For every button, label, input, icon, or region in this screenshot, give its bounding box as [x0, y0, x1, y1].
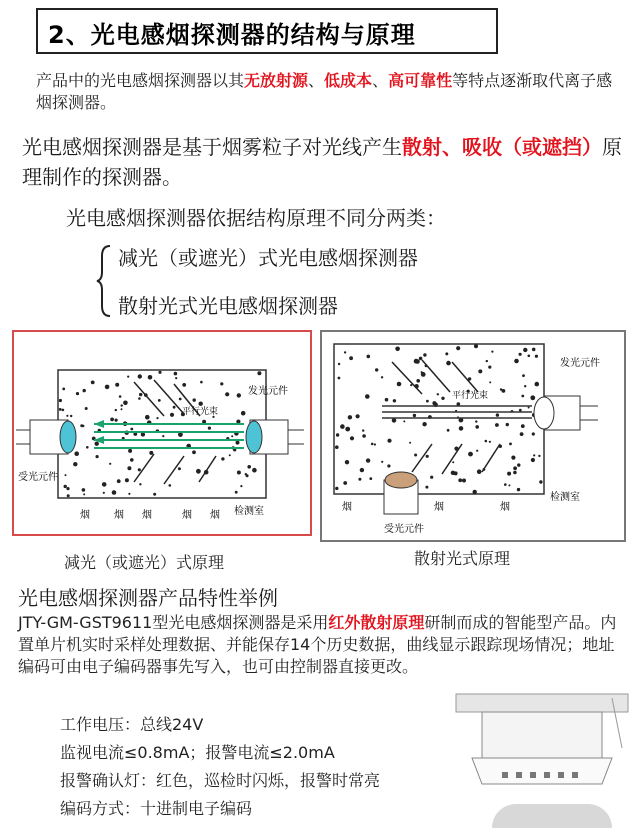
smoke-label: 烟: [182, 510, 192, 521]
smoke-particle: [508, 484, 510, 486]
smoke-particle: [419, 357, 423, 361]
smoke-particle: [445, 352, 448, 355]
smoke-particle: [130, 458, 134, 462]
smoke-particle: [538, 455, 540, 457]
diagram-caption-obscuration: 减光（或遮光）式原理: [64, 553, 225, 572]
smoke-particle: [385, 398, 389, 402]
smoke-particle: [229, 454, 231, 456]
smoke-particle: [531, 458, 535, 462]
smoke-particle: [423, 353, 426, 356]
smoke-particle: [162, 435, 164, 437]
spec-indicator: 报警确认灯：红色，巡检时闪烁，报警时常亮: [60, 771, 381, 790]
smoke-particle: [348, 415, 352, 419]
detector-photo: [492, 804, 612, 828]
smoke-particle: [82, 488, 86, 492]
receiver-label: 受光元件: [384, 524, 424, 535]
chamber-label: 检测室: [550, 492, 580, 503]
smoke-particle: [174, 372, 178, 376]
smoke-particle: [414, 359, 419, 364]
spec-encoding: 编码方式：十进制电子编码: [60, 799, 253, 818]
smoke-particle: [369, 477, 372, 480]
smoke-particle: [491, 351, 493, 353]
smoke-particle: [335, 445, 339, 449]
beam-label: 平行光束: [182, 407, 219, 417]
smoke-particle: [102, 482, 107, 487]
smoke-particle: [426, 400, 429, 403]
smoke-particle: [511, 456, 515, 460]
smoke-particle: [179, 398, 182, 401]
smoke-particle: [514, 359, 519, 364]
smoke-particle: [345, 427, 350, 432]
smoke-particle: [110, 418, 114, 422]
example-text: 研制而成的智能型产品。内置单片机实时采样处理数据、并能保存14个历史数据，曲线显示跟踪现场情况；地址编码可由电子编码器事先写入，也可由控制器直接更改。: [18, 613, 617, 676]
receiver-label: 受光元件: [18, 472, 58, 483]
smoke-particle: [395, 347, 400, 352]
smoke-particle: [158, 371, 161, 374]
smoke-particle: [358, 478, 361, 481]
intro-highlight: 高可靠性: [388, 71, 453, 90]
smoke-particle: [535, 382, 540, 387]
smoke-particle: [476, 450, 478, 452]
smoke-particle: [119, 395, 122, 398]
example-highlight: 红外散射原理: [328, 613, 425, 632]
smoke-particle: [446, 361, 451, 366]
type-item-scattering: 散射光式光电感烟探测器: [118, 294, 338, 318]
smoke-particle: [468, 452, 473, 457]
smoke-particle: [356, 414, 360, 418]
smoke-particle: [221, 457, 224, 460]
smoke-particle: [139, 483, 141, 485]
smoke-particle: [502, 389, 506, 393]
smoke-particle: [252, 468, 257, 473]
diagram-caption-scattering: 散射光式原理: [414, 549, 511, 568]
intro-highlight: 低成本: [324, 71, 373, 90]
smoke-particle: [421, 372, 426, 377]
smoke-particle: [175, 377, 177, 379]
smoke-particle: [513, 466, 517, 470]
smoke-label: 烟: [434, 502, 444, 513]
smoke-particle: [530, 395, 535, 400]
smoke-particle: [192, 450, 196, 454]
smoke-particle: [387, 439, 391, 443]
smoke-particle: [437, 393, 439, 395]
smoke-particle: [524, 385, 526, 387]
smoke-particle: [381, 461, 383, 463]
smoke-particle: [74, 451, 79, 456]
smoke-particle: [350, 436, 354, 440]
smoke-particle: [528, 355, 531, 358]
spec-voltage: 工作电压：总线24V: [60, 715, 204, 734]
smoke-particle: [91, 381, 95, 385]
smoke-particle: [237, 393, 241, 397]
smoke-particle: [475, 420, 477, 422]
smoke-particle: [125, 478, 129, 482]
smoke-particle: [504, 483, 507, 486]
smoke-particle: [362, 434, 366, 438]
smoke-particle: [517, 463, 520, 466]
intro-highlight: 无放射源: [244, 71, 309, 90]
smoke-particle: [138, 374, 142, 378]
smoke-particle: [109, 463, 111, 465]
smoke-particle: [519, 353, 522, 356]
smoke-particle: [477, 469, 482, 474]
smoke-particle: [392, 418, 397, 423]
smoke-particle: [83, 493, 85, 495]
diagram-scattering: [320, 330, 626, 542]
smoke-particle: [535, 355, 538, 358]
intro-sep: 、: [372, 71, 389, 90]
smoke-particle: [153, 493, 156, 496]
smoke-particle: [237, 471, 241, 475]
smoke-particle: [496, 413, 499, 416]
smoke-particle: [225, 392, 229, 396]
smoke-particle: [121, 408, 123, 410]
beam-label: 平行光束: [452, 391, 489, 401]
smoke-particle: [121, 404, 123, 406]
smoke-particle: [345, 460, 349, 464]
smoke-particle: [374, 443, 376, 445]
smoke-particle: [257, 371, 261, 375]
smoke-particle: [517, 488, 520, 491]
smoke-particle: [236, 441, 240, 445]
smoke-particle: [200, 381, 203, 384]
smoke-particle: [533, 454, 535, 456]
parallel-beam: [94, 424, 244, 448]
ceiling: [456, 694, 628, 712]
smoke-particle: [425, 486, 428, 489]
smoke-particle: [149, 451, 153, 455]
definition-text: 光电感烟探测器是基于烟雾粒子对光线产生: [22, 135, 402, 159]
smoke-label: 烟: [210, 510, 220, 521]
smoke-particle: [148, 375, 153, 380]
smoke-particle: [86, 446, 89, 449]
smoke-particle: [231, 435, 233, 437]
smoke-particle: [67, 494, 70, 497]
smoke-particle: [362, 429, 364, 431]
smoke-particle: [489, 441, 491, 443]
smoke-particle: [462, 479, 466, 483]
smoke-particle: [145, 415, 150, 420]
smoke-particle: [521, 424, 525, 428]
smoke-particle: [83, 389, 86, 392]
smoke-particle: [532, 432, 535, 435]
spec-current: 监视电流≤0.8mA；报警电流≤2.0mA: [60, 743, 335, 762]
smoke-particle: [70, 415, 72, 417]
smoke-particle: [62, 409, 65, 412]
smoke-particle: [208, 427, 211, 430]
smoke-particle: [112, 490, 117, 495]
smoke-particle: [138, 468, 141, 471]
smoke-particle: [182, 383, 186, 387]
smoke-particle: [59, 399, 62, 402]
smoke-particle: [513, 471, 517, 475]
smoke-particle: [506, 423, 509, 426]
smoke-particle: [220, 382, 223, 385]
smoke-particle: [344, 351, 346, 353]
definition-sep: 、: [442, 135, 462, 159]
chamber-label: 检测室: [234, 506, 264, 517]
brace-icon: [96, 244, 114, 318]
smoke-particles: [59, 371, 262, 498]
smoke-particle: [523, 348, 527, 352]
detector-figure: [452, 688, 632, 798]
smoke-particle: [456, 346, 460, 350]
smoke-particle: [416, 379, 420, 383]
smoke-particle: [539, 480, 542, 483]
smoke-particle: [199, 402, 203, 406]
smoke-particle: [64, 485, 67, 488]
emitter-lens: [534, 397, 554, 429]
smoke-particle: [128, 449, 132, 453]
smoke-particle: [375, 368, 378, 371]
smoke-particle: [365, 394, 370, 399]
smoke-particle: [335, 487, 338, 490]
definition-highlight: 吸收（或遮挡）: [462, 135, 602, 159]
page-title: 2、光电感烟探测器的结构与原理: [48, 21, 416, 49]
smoke-particle: [507, 472, 511, 476]
smoke-particle: [371, 443, 374, 446]
smoke-particle: [338, 377, 341, 380]
smoke-particle: [340, 424, 345, 429]
receiver-lens: [60, 421, 76, 453]
smoke-particles: [335, 344, 543, 494]
smoke-particle: [169, 484, 172, 487]
emitter-label: 发光元件: [248, 386, 288, 397]
smoke-particle: [170, 413, 174, 417]
smoke-particle: [403, 420, 405, 422]
smoke-particle: [459, 426, 464, 431]
smoke-particle: [65, 474, 67, 476]
example-paragraph: [18, 612, 628, 678]
smoke-particle: [519, 409, 522, 412]
smoke-particle: [173, 406, 176, 409]
smoke-particle: [196, 469, 201, 474]
smoke-particle: [458, 478, 462, 482]
smoke-particle: [473, 490, 477, 494]
smoke-particle: [413, 414, 416, 417]
smoke-particle: [336, 433, 339, 436]
definition-highlight: 散射: [402, 135, 442, 159]
smoke-particle: [66, 487, 69, 490]
smoke-particle: [80, 424, 83, 427]
smoke-particle: [393, 399, 396, 402]
smoke-particle: [158, 399, 161, 402]
smoke-particle: [387, 464, 390, 467]
smoke-particle: [95, 442, 99, 446]
smoke-label: 烟: [342, 502, 352, 513]
parallel-beam: [382, 406, 532, 418]
smoke-particle: [521, 395, 524, 398]
smoke-particle: [127, 376, 129, 378]
smoke-particle: [115, 409, 117, 411]
smoke-particle: [414, 454, 417, 457]
smoke-label: 烟: [80, 510, 90, 521]
smoke-particle: [441, 397, 444, 400]
smoke-particle: [73, 462, 77, 466]
smoke-particle: [59, 408, 62, 411]
smoke-particle: [528, 407, 530, 409]
smoke-particle: [478, 369, 482, 373]
smoke-particle: [127, 466, 131, 470]
smoke-particle: [532, 348, 536, 352]
smoke-particle: [96, 455, 99, 458]
receiver-lens: [385, 472, 417, 488]
smoke-particle: [488, 366, 491, 369]
smoke-particle: [193, 398, 196, 401]
smoke-label: 烟: [500, 502, 510, 513]
smoke-particle: [139, 393, 142, 396]
intro-sep: 、: [308, 71, 325, 90]
type-item-obscuration: 减光（或遮光）式光电感烟探测器: [118, 246, 418, 270]
smoke-particle: [117, 479, 121, 483]
smoke-particle: [105, 385, 110, 390]
smoke-particle: [76, 392, 79, 395]
smoke-particle: [489, 381, 491, 383]
smoke-particle: [432, 401, 436, 405]
emitter-lens: [246, 421, 262, 453]
definition-paragraph: [22, 132, 622, 192]
detector-body: [472, 758, 612, 784]
smoke-particle: [452, 461, 454, 463]
smoke-particle: [486, 360, 488, 362]
smoke-label: 烟: [114, 510, 124, 521]
smoke-particle: [62, 388, 65, 391]
smoke-particle: [240, 485, 242, 487]
scattering-diagram-svg: [322, 332, 624, 540]
smoke-particle: [422, 422, 426, 426]
smoke-particle: [397, 382, 402, 387]
smoke-particle: [178, 467, 181, 470]
smoke-particle: [247, 465, 251, 469]
detector-base: [482, 712, 602, 758]
definition-text: 原理制作的探测器。: [22, 135, 622, 189]
smoke-particle: [338, 363, 340, 365]
smoke-particle: [115, 383, 119, 387]
emitter-label: 发光元件: [560, 358, 600, 369]
smoke-arrows: [392, 360, 500, 474]
smoke-particle: [360, 468, 364, 472]
smoke-particle: [245, 473, 247, 475]
smoke-particle: [115, 419, 118, 422]
smoke-particle: [366, 458, 370, 462]
smoke-particle: [343, 481, 347, 485]
smoke-particle: [85, 407, 88, 410]
smoke-particle: [235, 491, 238, 494]
classification-heading: 光电感烟探测器依据结构原理不同分两类：: [66, 206, 446, 230]
smoke-particle: [241, 411, 246, 416]
smoke-particle: [426, 455, 429, 458]
smoke-particle: [66, 415, 68, 417]
smoke-particle: [520, 432, 524, 436]
smoke-particle: [349, 356, 353, 360]
smoke-particle: [367, 355, 371, 359]
example-text: JTY-GM-GST9611型光电感烟探测器是采用: [18, 613, 329, 632]
smoke-particle: [475, 425, 479, 429]
smoke-particle: [130, 428, 133, 431]
smoke-particle: [123, 401, 128, 406]
smoke-label: 烟: [142, 510, 152, 521]
smoke-particle: [381, 376, 383, 378]
smoke-particle: [509, 443, 512, 446]
diagram-obscuration: [12, 330, 312, 536]
smoke-particle: [495, 423, 499, 427]
example-heading: 光电感烟探测器产品特性举例: [18, 586, 278, 610]
intro-text: 等特点逐渐取代离子感烟探测器。: [36, 71, 613, 112]
smoke-particle: [474, 344, 478, 348]
smoke-particle: [451, 471, 455, 475]
smoke-particle: [156, 417, 158, 419]
smoke-particle: [103, 492, 105, 494]
smoke-particle: [447, 429, 450, 432]
intro-paragraph: [36, 70, 616, 114]
smoke-particle: [138, 397, 141, 400]
smoke-particle: [409, 442, 411, 444]
smoke-particle: [485, 440, 488, 443]
obscuration-diagram-svg: [14, 332, 310, 534]
smoke-particle: [128, 493, 130, 495]
chamber-box: [334, 344, 544, 494]
smoke-particle: [522, 374, 525, 377]
intro-text: 产品中的光电感烟探测器以其: [36, 71, 245, 90]
smoke-particle: [430, 476, 433, 479]
